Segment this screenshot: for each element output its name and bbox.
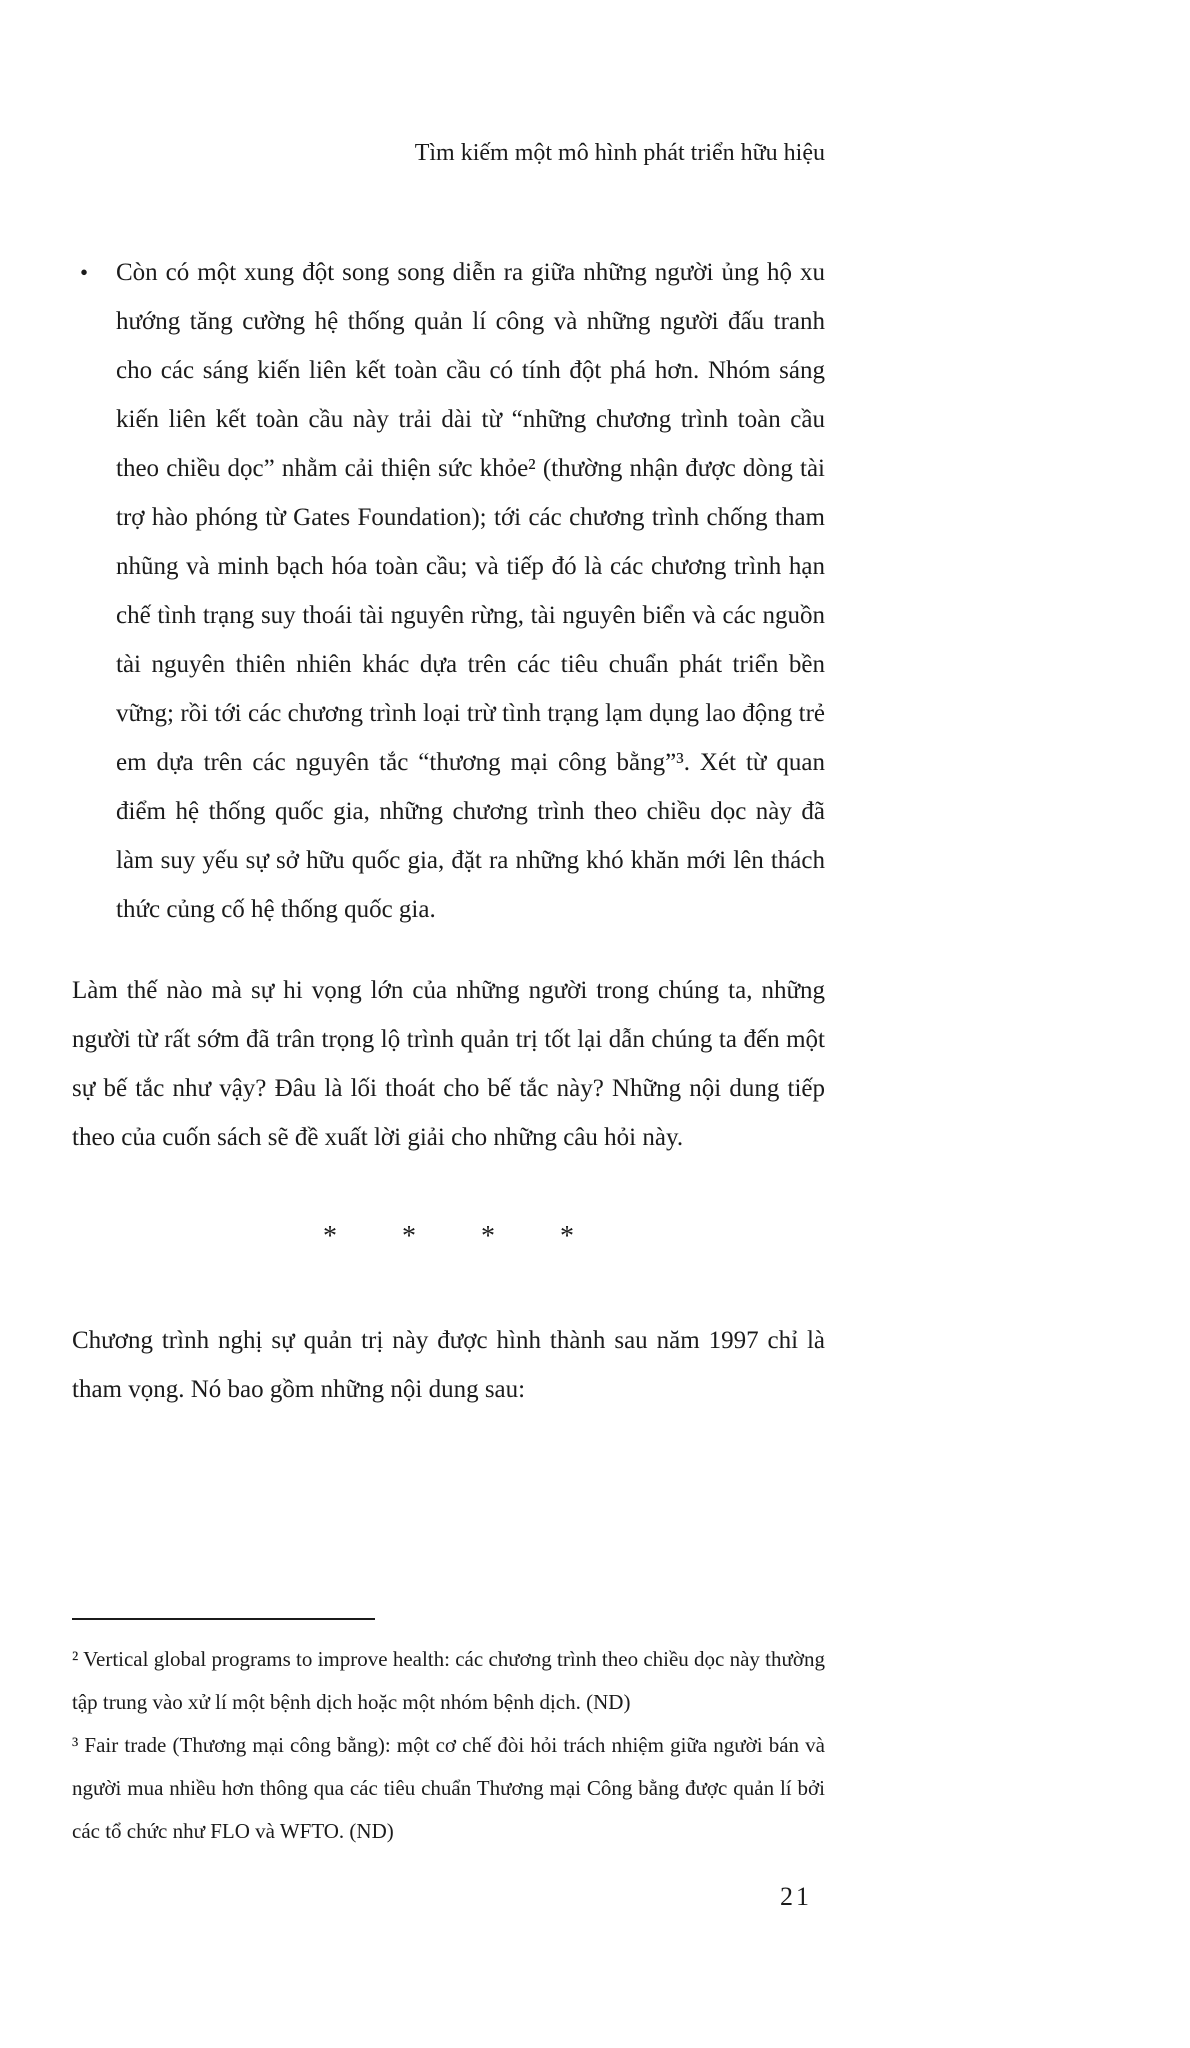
bullet-paragraph: Còn có một xung đột song song diễn ra giữa những người ủng hộ xu hướng tăng cường hệ thống quản lí công và những người đấu tranh cho các sáng kiến liên kết toàn cầu có tính đột phá hơn. Nhóm sáng kiến liên kết toàn cầu này trải dài từ “những chương trình toàn cầu theo chiều dọc” nhằm cải thiện sức khỏe² (thường nhận được dòng tài trợ hào phóng từ Gates Foundation); tới các chương trình chống tham nhũng và minh bạch hóa toàn cầu; và tiếp đó là các chương trình hạn chế tình trạng suy thoái tài nguyên rừng, tài nguyên biển và các nguồn tài nguyên thiên nhiên khác dựa trên các tiêu chuẩn phát triển bền vững; rồi tới các chương trình loại trừ tình trạng lạm dụng lao động trẻ em dựa trên các nguyên tắc “thương mại công bằng”³. Xét từ quan điểm hệ thống quốc gia, những chương trình theo chiều dọc này đã làm suy yếu sự sở hữu quốc gia, đặt ra những khó khăn mới lên thách thức củng cố hệ thống quốc gia. (116, 259, 825, 923)
paragraph-3: Chương trình nghị sự quản trị này được hình thành sau năm 1997 chỉ là tham vọng. Nó bao gồm những nội dung sau: (72, 1327, 825, 1403)
page-number-row (72, 1882, 812, 1912)
footnote-rule (72, 1618, 375, 1620)
section-separator-asterisks: * * * * (323, 1221, 574, 1252)
paragraph-2: Làm thế nào mà sự hi vọng lớn của những người trong chúng ta, những người từ rất sớm đã trân trọng lộ trình quản trị tốt lại dẫn chúng ta đến một sự bế tắc như vậy? Đâu là lối thoát cho bế tắc này? Những nội dung tiếp theo của cuốn sách sẽ đề xuất lời giải cho những câu hỏi này. (72, 977, 825, 1151)
footnotes-section (72, 1618, 825, 1853)
footnote-2: ² Vertical global programs to improve health: các chương trình theo chiều dọc này thường tập trung vào xử lí một bệnh dịch hoặc một nhóm bệnh dịch. (ND) (72, 1647, 826, 1714)
page-number: 21 (780, 1882, 812, 1911)
bullet-list-item (72, 248, 825, 934)
footnote-3: ³ Fair trade (Thương mại công bằng): một cơ chế đòi hỏi trách nhiệm giữa người bán và người mua nhiều hơn thông qua các tiêu chuẩn Thương mại Công bằng được quản lí bởi các tổ chức như FLO và WFTO. (ND) (72, 1733, 825, 1843)
page-content (72, 138, 825, 1414)
bullet-marker-icon: • (80, 260, 89, 285)
running-head: Tìm kiếm một mô hình phát triển hữu hiệu (414, 140, 825, 166)
